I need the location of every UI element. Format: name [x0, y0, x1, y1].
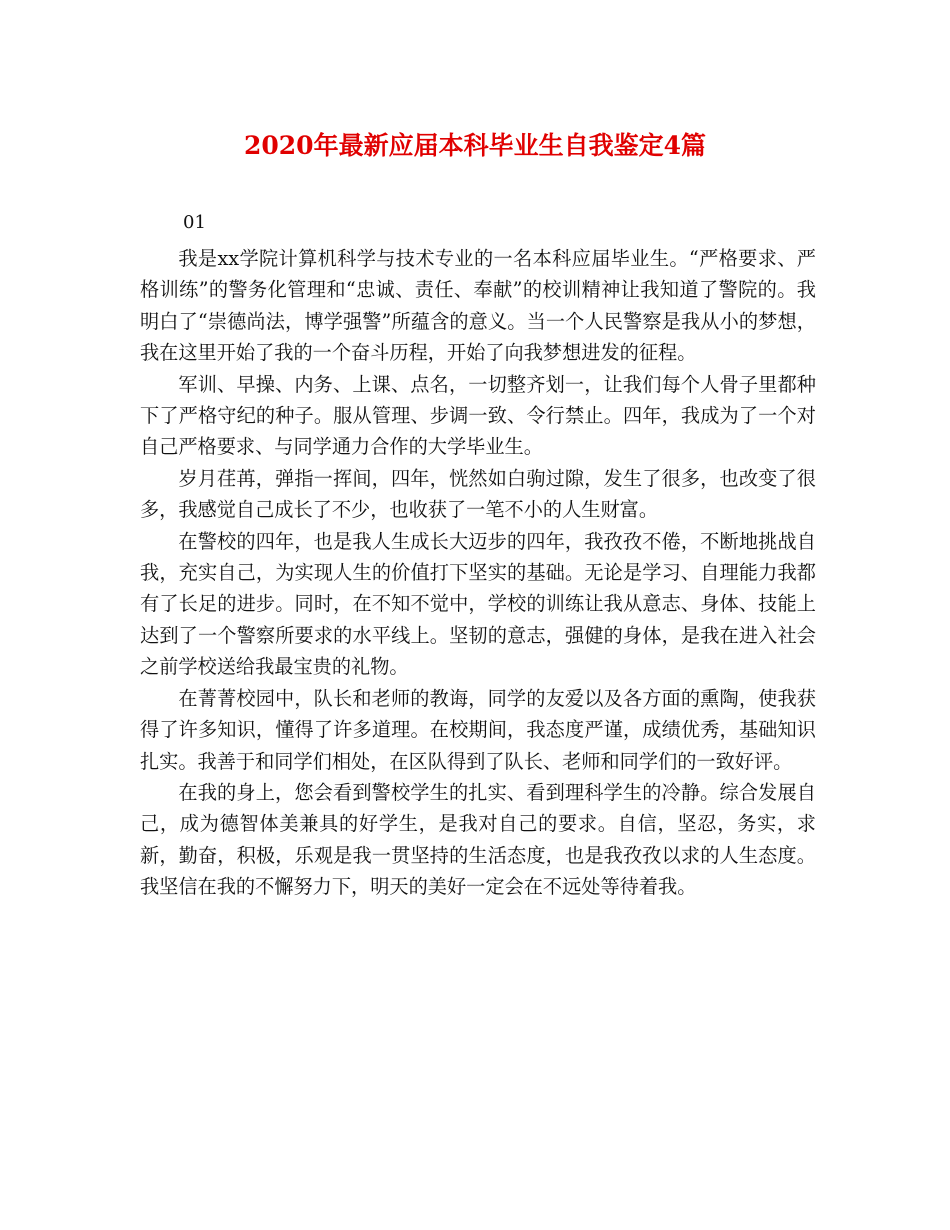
section-number: 01	[183, 212, 206, 233]
paragraph: 我是xx学院计算机科学与技术专业的一名本科应届毕业生。“严格要求、严格训练”的警务化管理和“忠诚、责任、奉献”的校训精神让我知道了警院的。我明白了“崇德尚法，博学强警”所蕴含的意义。当一个人民警察是我从小的梦想，我在这里开始了我的一个奋斗历程，开始了向我梦想进发的征程。	[140, 247, 816, 365]
paragraph: 在我的身上，您会看到警校学生的扎实、看到理科学生的冷静。综合发展自己，成为德智体美兼具的好学生，是我对自己的要求。自信，坚忍，务实，求新，勤奋，积极，乐观是我一贯坚持的生活态度，也是我孜孜以求的人生态度。我坚信在我的不懈努力下，明天的美好一定会在不远处等待着我。	[140, 780, 816, 899]
paragraph: 军训、早操、内务、上课、点名，一切整齐划一，让我们每个人骨子里都种下了严格守纪的种子。服从管理、步调一致、令行禁止。四年，我成为了一个对自己严格要求、与同学通力合作的大学毕业生。	[140, 372, 816, 459]
paragraph: 岁月荏苒，弹指一挥间，四年，恍然如白驹过隙，发生了很多，也改变了很多，我感觉自己成长了不少，也收获了一笔不小的人生财富。	[140, 466, 816, 522]
paragraph: 在警校的四年，也是我人生成长大迈步的四年，我孜孜不倦，不断地挑战自我，充实自己，为实现人生的价值打下坚实的基础。无论是学习、自理能力我都有了长足的进步。同时，在不知不觉中，学校的训练让我从意志、身体、技能上达到了一个警察所要求的水平线上。坚韧的意志，强健的身体，是我在进入社会之前学校送给我最宝贵的礼物。	[140, 529, 816, 679]
paragraph: 在菁菁校园中，队长和老师的教诲，同学的友爱以及各方面的熏陶，使我获得了许多知识，懂得了许多道理。在校期间，我态度严谨，成绩优秀，基础知识扎实。我善于和同学们相处，在区队得到了队长、老师和同学们的一致好评。	[140, 686, 816, 773]
document-title: 2020年最新应届本科毕业生自我鉴定4篇	[244, 131, 706, 160]
document-body	[140, 243, 816, 903]
